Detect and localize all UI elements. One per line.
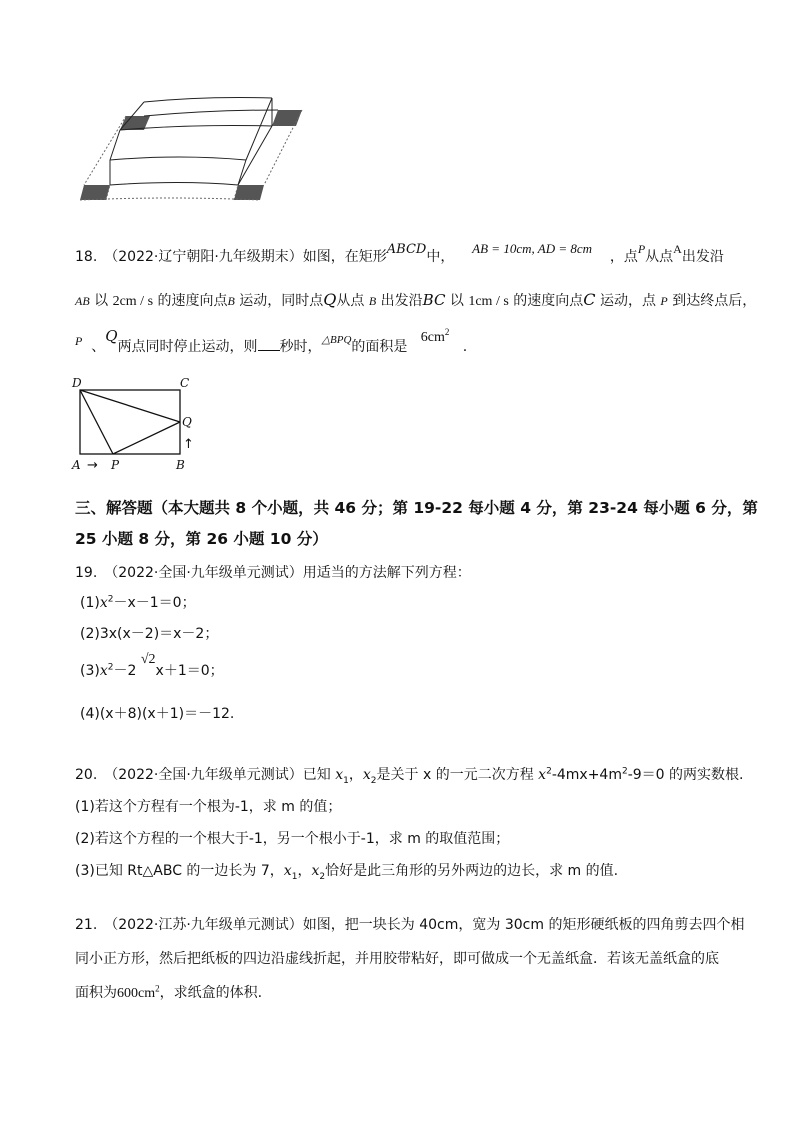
q20-part3: (3)已知 Rt△ABC 的一边长为 7，$x_1$，$x_2$恰好是此三角形的另外两边的边长，求 m 的值. [75,863,619,882]
label-C: C [180,376,190,390]
q19-part1: $(1)x^2-x-1=0$； [80,594,196,611]
q19-title: 19. （2022·全国·九年级单元测试）用适当的方法解下列方程： [75,565,471,581]
section-heading: 三、解答题（本大题共 8 个小题，共 46 分；第 19-22 每小题 4 分，第 23-24 每小题 6 分，第 [75,499,758,517]
q20-part1: (1)若这个方程有一个根为-1，求 m 的值； [75,799,342,815]
q18-line1: 18. （2022·辽宁朝阳·九年级期末）如图，在矩形ABCD中， AB = 10cm, AD = 8cm ，点P从点A出发沿 [75,241,724,265]
q19-part2: (2)3x(x－2)＝x－2； [80,626,219,642]
q20-title: 20. （2022·全国·九年级单元测试）已知 $x_1$，$x_2$是关于 x 的一元二次方程 $x^2-4mx+4m^2-9=0$ 的两实数根. [75,766,744,786]
q21-line2: 同小正方形，然后把纸板的四边沿虚线折起，并用胶带粘好，即可做成一个无盖纸盒．若该无盖纸盒的底 [75,951,719,967]
section-heading-cont: 25 小题 8 分，第 26 小题 10 分） [75,530,328,548]
corner-square-bottom-right [234,185,264,200]
q18-line2: AB 以 2cm / s 的速度向点B 运动，同时点Q从点 B 出发沿BC 以 1cm / s 的速度向点C 运动，点 P 到达终点后， [75,290,757,309]
fold-lines [80,110,302,200]
box-edges [110,98,278,186]
label-P: P [111,458,120,472]
q19-part4: (4)(x＋8)(x＋1)＝－12. [80,706,235,722]
q19-part3: $(3)x^2-2$ √2x＋1＝0； [80,652,224,679]
rectangle-figure [70,376,210,474]
label-A: A [72,458,81,472]
corner-square-bottom-left [80,185,110,200]
label-D: D [72,376,82,390]
q21-line1: 21. （2022·江苏·九年级单元测试）如图，把一块长为 40cm，宽为 30cm 的矩形硬纸板的四角剪去四个相 [75,917,745,933]
label-Q: Q [182,415,192,429]
arrow-right-icon: → [87,458,98,473]
q18-line3: P 、Q两点同时停止运动，则 秒时，$^{\triangle BPQ}$的面积是 $6cm^2$ . [75,327,468,355]
answer-blank[interactable] [258,338,280,351]
q20-part2: (2)若这个方程的一个根大于-1，另一个根小于-1，求 m 的取值范围； [75,831,510,847]
arrow-up-icon: ↑ [183,437,194,452]
label-B: B [176,458,185,472]
q21-line3: 面积为$600cm^2$，求纸盒的体积. [75,983,263,1001]
box-figure [70,90,310,210]
